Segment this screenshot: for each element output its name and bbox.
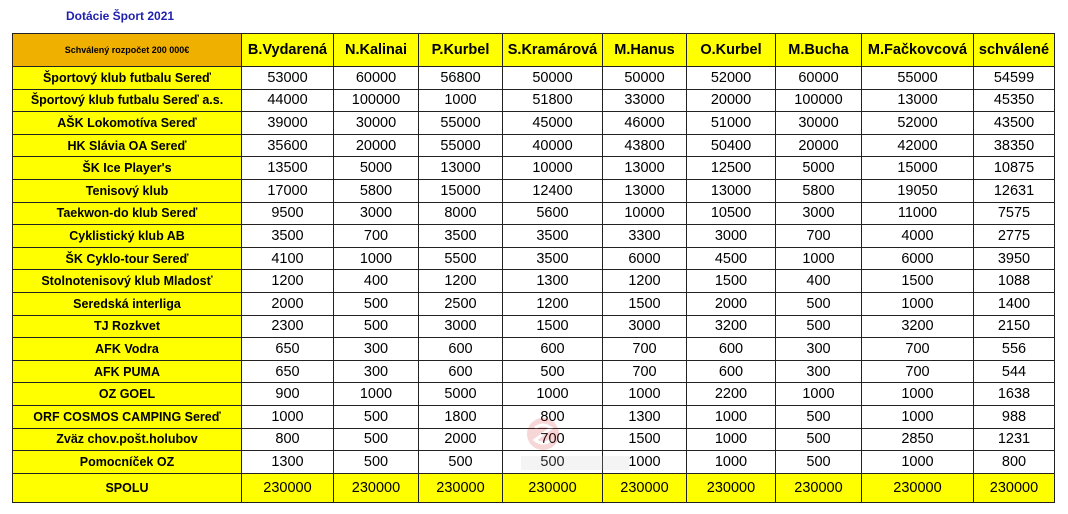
club-name: ŠK Cyklo-tour Sereď (13, 247, 242, 270)
column-header: schválené (974, 34, 1055, 67)
amount-cell: 15000 (419, 179, 503, 202)
amount-cell: 3000 (419, 315, 503, 338)
table-row (13, 157, 1055, 180)
table-row (13, 225, 1055, 248)
total-cell: 230000 (687, 473, 776, 502)
club-name: Zväz chov.pošt.holubov (13, 428, 242, 451)
amount-cell: 1300 (503, 270, 603, 293)
amount-cell: 43800 (603, 134, 687, 157)
amount-cell: 1000 (334, 383, 419, 406)
amount-cell: 2200 (687, 383, 776, 406)
amount-cell: 3500 (503, 225, 603, 248)
amount-cell: 56800 (419, 67, 503, 90)
amount-cell: 1000 (687, 405, 776, 428)
amount-cell: 988 (974, 405, 1055, 428)
amount-cell: 500 (334, 405, 419, 428)
amount-cell: 51800 (503, 89, 603, 112)
table-row (13, 179, 1055, 202)
club-name: ORF COSMOS CAMPING Sereď (13, 405, 242, 428)
amount-cell: 1000 (242, 405, 334, 428)
amount-cell: 1000 (776, 383, 862, 406)
amount-cell: 3000 (603, 315, 687, 338)
club-name: ŠK Ice Player's (13, 157, 242, 180)
amount-cell: 55000 (419, 112, 503, 135)
column-header: P.Kurbel (419, 34, 503, 67)
amount-cell: 60000 (334, 67, 419, 90)
amount-cell: 35600 (242, 134, 334, 157)
amount-cell: 2850 (862, 428, 974, 451)
amount-cell: 1300 (603, 405, 687, 428)
club-name: AŠK Lokomotíva Sereď (13, 112, 242, 135)
amount-cell: 1000 (334, 247, 419, 270)
table-row (13, 292, 1055, 315)
amount-cell: 800 (503, 405, 603, 428)
club-name: Pomocníček OZ (13, 451, 242, 474)
amount-cell: 43500 (974, 112, 1055, 135)
amount-cell: 45350 (974, 89, 1055, 112)
amount-cell: 8000 (419, 202, 503, 225)
amount-cell: 1000 (419, 89, 503, 112)
amount-cell: 1231 (974, 428, 1055, 451)
amount-cell: 50400 (687, 134, 776, 157)
amount-cell: 556 (974, 338, 1055, 361)
column-header: N.Kalinai (334, 34, 419, 67)
amount-cell: 1500 (687, 270, 776, 293)
amount-cell: 500 (419, 451, 503, 474)
table-row (13, 451, 1055, 474)
amount-cell: 60000 (776, 67, 862, 90)
amount-cell: 500 (503, 451, 603, 474)
amount-cell: 13000 (603, 157, 687, 180)
amount-cell: 300 (776, 360, 862, 383)
amount-cell: 500 (776, 451, 862, 474)
club-name: Športový klub futbalu Sereď a.s. (13, 89, 242, 112)
amount-cell: 650 (242, 360, 334, 383)
amount-cell: 700 (503, 428, 603, 451)
amount-cell: 500 (503, 360, 603, 383)
amount-cell: 11000 (862, 202, 974, 225)
amount-cell: 44000 (242, 89, 334, 112)
club-name: Športový klub futbalu Sereď (13, 67, 242, 90)
table-row (13, 270, 1055, 293)
amount-cell: 3950 (974, 247, 1055, 270)
amount-cell: 9500 (242, 202, 334, 225)
amount-cell: 10000 (603, 202, 687, 225)
amount-cell: 13000 (687, 179, 776, 202)
amount-cell: 1800 (419, 405, 503, 428)
amount-cell: 500 (776, 405, 862, 428)
club-name: Taekwon-do klub Sereď (13, 202, 242, 225)
column-header: M.Hanus (603, 34, 687, 67)
amount-cell: 3500 (503, 247, 603, 270)
amount-cell: 500 (334, 451, 419, 474)
club-name: Tenisový klub (13, 179, 242, 202)
amount-cell: 3300 (603, 225, 687, 248)
total-cell: 230000 (603, 473, 687, 502)
amount-cell: 52000 (687, 67, 776, 90)
amount-cell: 15000 (862, 157, 974, 180)
amount-cell: 700 (334, 225, 419, 248)
column-header: M.Fačkovcová (862, 34, 974, 67)
club-name: Stolnotenisový klub Mladosť (13, 270, 242, 293)
total-cell: 230000 (503, 473, 603, 502)
amount-cell: 2150 (974, 315, 1055, 338)
amount-cell: 100000 (776, 89, 862, 112)
amount-cell: 1500 (503, 315, 603, 338)
amount-cell: 54599 (974, 67, 1055, 90)
page-title: Dotácie Šport 2021 (66, 9, 175, 23)
amount-cell: 1200 (603, 270, 687, 293)
column-header: B.Vydarená (242, 34, 334, 67)
amount-cell: 1000 (687, 428, 776, 451)
amount-cell: 500 (334, 292, 419, 315)
amount-cell: 650 (242, 338, 334, 361)
amount-cell: 1400 (974, 292, 1055, 315)
amount-cell: 900 (242, 383, 334, 406)
amount-cell: 20000 (776, 134, 862, 157)
amount-cell: 1000 (862, 405, 974, 428)
table-row (13, 247, 1055, 270)
amount-cell: 10000 (503, 157, 603, 180)
table-row (13, 405, 1055, 428)
total-row (13, 473, 1055, 502)
amount-cell: 5000 (776, 157, 862, 180)
amount-cell: 500 (334, 315, 419, 338)
amount-cell: 700 (603, 360, 687, 383)
amount-cell: 300 (776, 338, 862, 361)
amount-cell: 13000 (603, 179, 687, 202)
amount-cell: 1500 (603, 428, 687, 451)
table-row (13, 383, 1055, 406)
table-row (13, 89, 1055, 112)
amount-cell: 1000 (603, 383, 687, 406)
total-cell: 230000 (419, 473, 503, 502)
amount-cell: 4500 (687, 247, 776, 270)
amount-cell: 39000 (242, 112, 334, 135)
amount-cell: 700 (862, 338, 974, 361)
club-name: HK Slávia OA Sereď (13, 134, 242, 157)
amount-cell: 5000 (419, 383, 503, 406)
header-row (13, 34, 1055, 67)
amount-cell: 100000 (334, 89, 419, 112)
club-name: Seredská interliga (13, 292, 242, 315)
amount-cell: 1000 (687, 451, 776, 474)
amount-cell: 13000 (419, 157, 503, 180)
club-name: Cyklistický klub AB (13, 225, 242, 248)
amount-cell: 1200 (503, 292, 603, 315)
amount-cell: 700 (603, 338, 687, 361)
amount-cell: 45000 (503, 112, 603, 135)
total-cell: 230000 (776, 473, 862, 502)
amount-cell: 700 (862, 360, 974, 383)
amount-cell: 2000 (687, 292, 776, 315)
amount-cell: 4000 (862, 225, 974, 248)
amount-cell: 10875 (974, 157, 1055, 180)
amount-cell: 3200 (687, 315, 776, 338)
amount-cell: 600 (687, 338, 776, 361)
amount-cell: 17000 (242, 179, 334, 202)
amount-cell: 600 (687, 360, 776, 383)
amount-cell: 55000 (419, 134, 503, 157)
amount-cell: 50000 (503, 67, 603, 90)
amount-cell: 2775 (974, 225, 1055, 248)
amount-cell: 33000 (603, 89, 687, 112)
club-name: AFK Vodra (13, 338, 242, 361)
amount-cell: 1200 (242, 270, 334, 293)
amount-cell: 2300 (242, 315, 334, 338)
amount-cell: 2000 (242, 292, 334, 315)
table-row (13, 202, 1055, 225)
amount-cell: 600 (503, 338, 603, 361)
amount-cell: 2500 (419, 292, 503, 315)
amount-cell: 800 (974, 451, 1055, 474)
amount-cell: 500 (776, 292, 862, 315)
budget-label: Schválený rozpočet 200 000€ (13, 34, 242, 67)
amount-cell: 2000 (419, 428, 503, 451)
amount-cell: 1000 (862, 451, 974, 474)
amount-cell: 5800 (776, 179, 862, 202)
amount-cell: 46000 (603, 112, 687, 135)
column-header: O.Kurbel (687, 34, 776, 67)
amount-cell: 1000 (603, 451, 687, 474)
amount-cell: 51000 (687, 112, 776, 135)
total-cell: 230000 (242, 473, 334, 502)
table-row (13, 134, 1055, 157)
amount-cell: 5800 (334, 179, 419, 202)
amount-cell: 13500 (242, 157, 334, 180)
club-name: OZ GOEL (13, 383, 242, 406)
amount-cell: 1200 (419, 270, 503, 293)
amount-cell: 500 (334, 428, 419, 451)
amount-cell: 42000 (862, 134, 974, 157)
amount-cell: 1500 (603, 292, 687, 315)
amount-cell: 53000 (242, 67, 334, 90)
amount-cell: 3200 (862, 315, 974, 338)
table-row (13, 67, 1055, 90)
column-header: S.Kramárová (503, 34, 603, 67)
amount-cell: 30000 (776, 112, 862, 135)
amount-cell: 5000 (334, 157, 419, 180)
total-cell: 230000 (334, 473, 419, 502)
club-name: TJ Rozkvet (13, 315, 242, 338)
amount-cell: 1088 (974, 270, 1055, 293)
amount-cell: 1300 (242, 451, 334, 474)
amount-cell: 30000 (334, 112, 419, 135)
amount-cell: 38350 (974, 134, 1055, 157)
amount-cell: 40000 (503, 134, 603, 157)
total-label: SPOLU (13, 473, 242, 502)
amount-cell: 10500 (687, 202, 776, 225)
amount-cell: 500 (776, 315, 862, 338)
amount-cell: 1000 (503, 383, 603, 406)
amount-cell: 20000 (687, 89, 776, 112)
amount-cell: 800 (242, 428, 334, 451)
amount-cell: 1000 (862, 383, 974, 406)
table-row (13, 428, 1055, 451)
amount-cell: 1000 (776, 247, 862, 270)
club-name: AFK PUMA (13, 360, 242, 383)
amount-cell: 300 (334, 360, 419, 383)
table-row (13, 112, 1055, 135)
amount-cell: 5600 (503, 202, 603, 225)
amount-cell: 50000 (603, 67, 687, 90)
amount-cell: 500 (776, 428, 862, 451)
amount-cell: 1500 (862, 270, 974, 293)
amount-cell: 400 (334, 270, 419, 293)
amount-cell: 52000 (862, 112, 974, 135)
amount-cell: 3000 (776, 202, 862, 225)
column-header: M.Bucha (776, 34, 862, 67)
amount-cell: 12400 (503, 179, 603, 202)
total-cell: 230000 (974, 473, 1055, 502)
table-row (13, 315, 1055, 338)
total-cell: 230000 (862, 473, 974, 502)
subsidy-table (12, 33, 1055, 503)
amount-cell: 6000 (603, 247, 687, 270)
amount-cell: 55000 (862, 67, 974, 90)
amount-cell: 600 (419, 338, 503, 361)
amount-cell: 3500 (419, 225, 503, 248)
amount-cell: 7575 (974, 202, 1055, 225)
amount-cell: 4100 (242, 247, 334, 270)
amount-cell: 12500 (687, 157, 776, 180)
amount-cell: 544 (974, 360, 1055, 383)
amount-cell: 3500 (242, 225, 334, 248)
amount-cell: 5500 (419, 247, 503, 270)
amount-cell: 300 (334, 338, 419, 361)
amount-cell: 19050 (862, 179, 974, 202)
amount-cell: 3000 (334, 202, 419, 225)
amount-cell: 3000 (687, 225, 776, 248)
amount-cell: 13000 (862, 89, 974, 112)
amount-cell: 700 (776, 225, 862, 248)
amount-cell: 6000 (862, 247, 974, 270)
table-row (13, 360, 1055, 383)
table-row (13, 338, 1055, 361)
amount-cell: 20000 (334, 134, 419, 157)
amount-cell: 600 (419, 360, 503, 383)
amount-cell: 400 (776, 270, 862, 293)
amount-cell: 1000 (862, 292, 974, 315)
amount-cell: 1638 (974, 383, 1055, 406)
amount-cell: 12631 (974, 179, 1055, 202)
